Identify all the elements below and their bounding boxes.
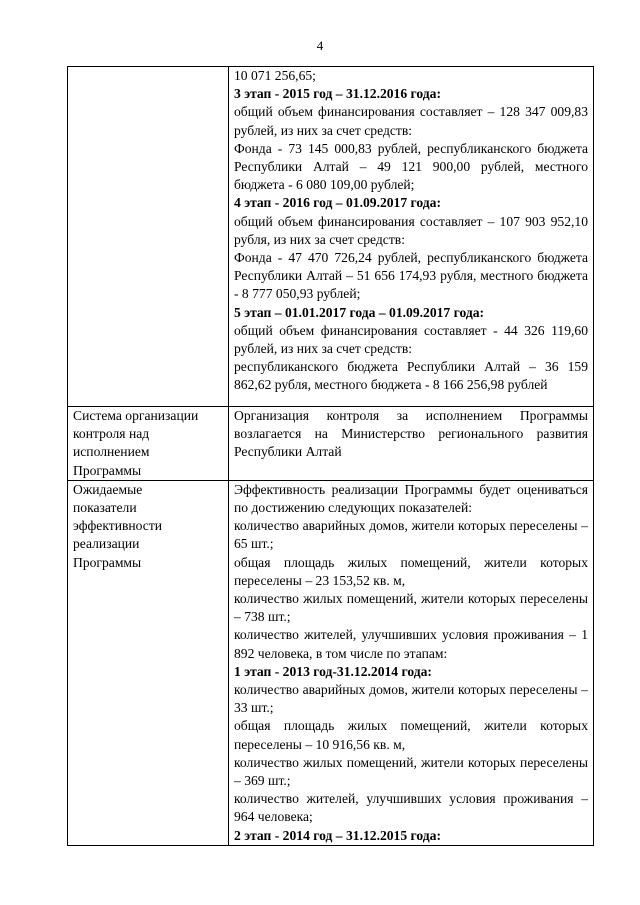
passport-table xyxy=(67,66,594,846)
stage-1-area: общая площадь жилых помещений, жители которых переселены – 10 916,56 кв. м, xyxy=(234,718,588,752)
table-row-indicators xyxy=(68,480,594,845)
financing-amount-continued: 10 071 256,65; xyxy=(234,68,316,83)
row-content-cell xyxy=(229,480,594,845)
row-label-cell xyxy=(68,407,229,481)
stage-3-sources: Фонда - 73 145 000,83 рублей, республиканского бюджета Республики Алтай – 49 121 900,00 рублей, местного бюджета - 6 080 109,00 рублей; xyxy=(234,140,588,193)
stage-1-premises: количество жилых помещений, жители которых переселены – 369 шт.; xyxy=(234,754,588,789)
row-label-cell xyxy=(68,67,229,407)
table-row-financing xyxy=(68,67,594,407)
label-line: контроля над xyxy=(73,426,150,442)
table-row-control xyxy=(68,407,594,481)
label-line: Программы xyxy=(73,462,142,478)
label-line: Программы xyxy=(73,554,142,570)
indicator-premises: количество жилых помещений, жители которых переселены – 738 шт.; xyxy=(234,591,588,625)
stage-3-total: общий объем финансирования составляет – 128 347 009,83 рублей, из них за счет средств: xyxy=(234,104,588,138)
row-label-cell xyxy=(68,480,229,845)
indicator-area: общая площадь жилых помещений, жители которых переселены – 23 153,52 кв. м, xyxy=(234,554,588,588)
stage-1-residents: количество жителей, улучшивших условия проживания – 964 человека; xyxy=(234,791,588,825)
stage-4-sources: Фонда - 47 470 726,24 рублей, республиканского бюджета Республики Алтай – 51 656 174,93 рубля, местного бюджета - 8 777 050,93 рублей; xyxy=(234,250,588,302)
label-line: Система организации xyxy=(73,408,199,423)
label-line: эффективности xyxy=(73,518,163,534)
control-text: Организация контроля за исполнением Программы возлагается на Министерство регионального развития Республики Алтай xyxy=(234,408,588,460)
stage-2-heading: 2 этап - 2014 год – 31.12.2015 года: xyxy=(234,827,441,843)
label-line: показатели xyxy=(73,500,137,516)
stage-3-heading: 3 этап - 2015 год – 31.12.2016 года: xyxy=(234,86,441,102)
stage-1-heading: 1 этап - 2013 год-31.12.2014 года: xyxy=(234,663,432,679)
stage-4-total: общий объем финансирования составляет – 107 903 952,10 рубля, из них за счет средств: xyxy=(234,213,588,247)
label-line: Ожидаемые xyxy=(73,481,143,497)
stage-4-heading: 4 этап - 2016 год – 01.09.2017 года: xyxy=(234,195,441,211)
indicator-residents: количество жителей, улучшивших условия проживания – 1 892 человека, в том числе по этапам: xyxy=(234,627,588,661)
row-content-cell xyxy=(229,67,594,407)
indicator-houses: количество аварийных домов, жители которых переселены – 65 шт.; xyxy=(234,518,588,552)
label-line: реализации xyxy=(73,536,140,552)
stage-1-houses: количество аварийных домов, жители которых переселены – 33 шт.; xyxy=(234,682,588,716)
label-line: исполнением xyxy=(73,444,150,460)
row-content-cell xyxy=(229,407,594,481)
indicators-intro: Эффективность реализации Программы будет оцениваться по достижению следующих показателей: xyxy=(234,481,588,516)
stage-5-heading: 5 этап – 01.01.2017 года – 01.09.2017 года: xyxy=(234,304,485,320)
stage-5-total: общий объем финансирования составляет - 44 326 119,60 рублей, из них за счет средств: xyxy=(234,322,588,357)
stage-5-sources: республиканского бюджета Республики Алтай – 36 159 862,62 рубля, местного бюджета - 8 166 256,98 рублей xyxy=(234,359,588,393)
page-number: 4 xyxy=(316,38,324,53)
